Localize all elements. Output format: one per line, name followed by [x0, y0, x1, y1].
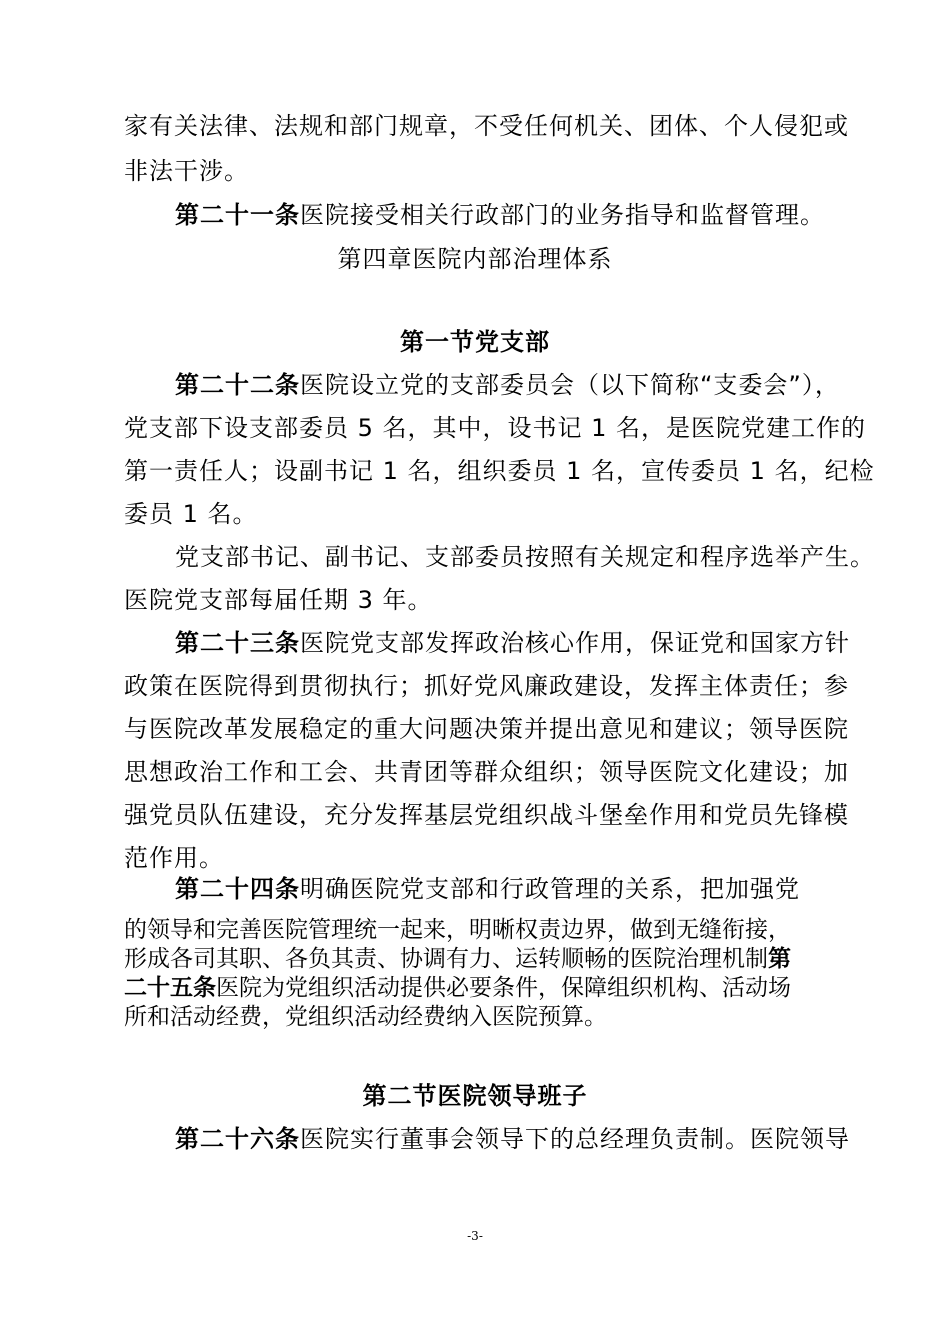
- article-heading: 第: [768, 946, 791, 972]
- article-heading: 二十五条: [124, 975, 216, 1001]
- article-23: [175, 628, 950, 658]
- text-line: 政策在医院得到贯彻执行；抓好党风廉政建设，发挥主体责任；参: [124, 672, 849, 700]
- article-text: 医院党支部发挥政治核心作用，保证党和国家方针: [300, 629, 850, 657]
- article-text: 医院实行董事会领导下的总经理负责制。医院领导: [300, 1125, 850, 1153]
- text-line: 范作用。: [124, 844, 224, 872]
- article-heading: 第二十二条: [175, 371, 300, 399]
- text-line: 医院党支部每届任期 3 年。: [124, 586, 433, 614]
- article-text: 医院接受相关行政部门的业务指导和监督管理。: [300, 201, 825, 229]
- section-title: 第一节党支部: [400, 328, 550, 356]
- text-line: 党支部下设支部委员 5 名，其中，设书记 1 名，是医院党建工作的: [124, 414, 867, 442]
- text-line: 与医院改革发展稳定的重大问题决策并提出意见和建议；领导医院: [124, 715, 849, 743]
- article-24: [175, 874, 950, 904]
- text-line: 的领导和完善医院管理统一起来，明晰权责边界，做到无缝衔接，: [124, 917, 791, 943]
- text-line: 所和活动经费，党组织活动经费纳入医院预算。: [124, 1004, 607, 1030]
- text-line: 第一责任人；设副书记 1 名，组织委员 1 名，宣传委员 1 名，纪检: [124, 457, 875, 485]
- text-line: 思想政治工作和工会、共青团等群众组织；领导医院文化建设；加: [124, 758, 849, 786]
- text-line: 强党员队伍建设，充分发挥基层党组织战斗堡垒作用和党员先锋模: [124, 801, 849, 829]
- section-title: 第二节医院领导班子: [362, 1082, 588, 1110]
- article-heading: 第二十六条: [175, 1125, 300, 1153]
- text-line: 非法干涉。: [124, 157, 249, 185]
- article-heading: 第二十三条: [175, 629, 300, 657]
- article-25: [124, 973, 950, 1003]
- chapter-title: 第四章医院内部治理体系: [337, 245, 613, 273]
- text-line: 党支部书记、副书记、支部委员按照有关规定和程序选举产生。: [175, 543, 875, 571]
- article-text: 形成各司其职、各负其责、协调有力、运转顺畅的医院治理机制: [124, 946, 768, 972]
- article-26: [175, 1124, 950, 1154]
- article-text: 明确医院党支部和行政管理的关系，把加强党: [300, 875, 800, 903]
- text-line: 家有关法律、法规和部门规章，不受任何机关、团体、个人侵犯或: [124, 112, 849, 140]
- article-heading: 第二十一条: [175, 201, 300, 229]
- article-text: 医院设立党的支部委员会（以下简称“支委会”），: [300, 371, 840, 399]
- article-text: 医院为党组织活动提供必要条件，保障组织机构、活动场: [216, 975, 791, 1001]
- article-21: [175, 200, 950, 230]
- text-line-with-article-25: [124, 944, 950, 974]
- article-heading: 第二十四条: [175, 875, 300, 903]
- page-number: -3-: [467, 1229, 483, 1243]
- text-line: 委员 1 名。: [124, 500, 258, 528]
- article-22: [175, 370, 950, 400]
